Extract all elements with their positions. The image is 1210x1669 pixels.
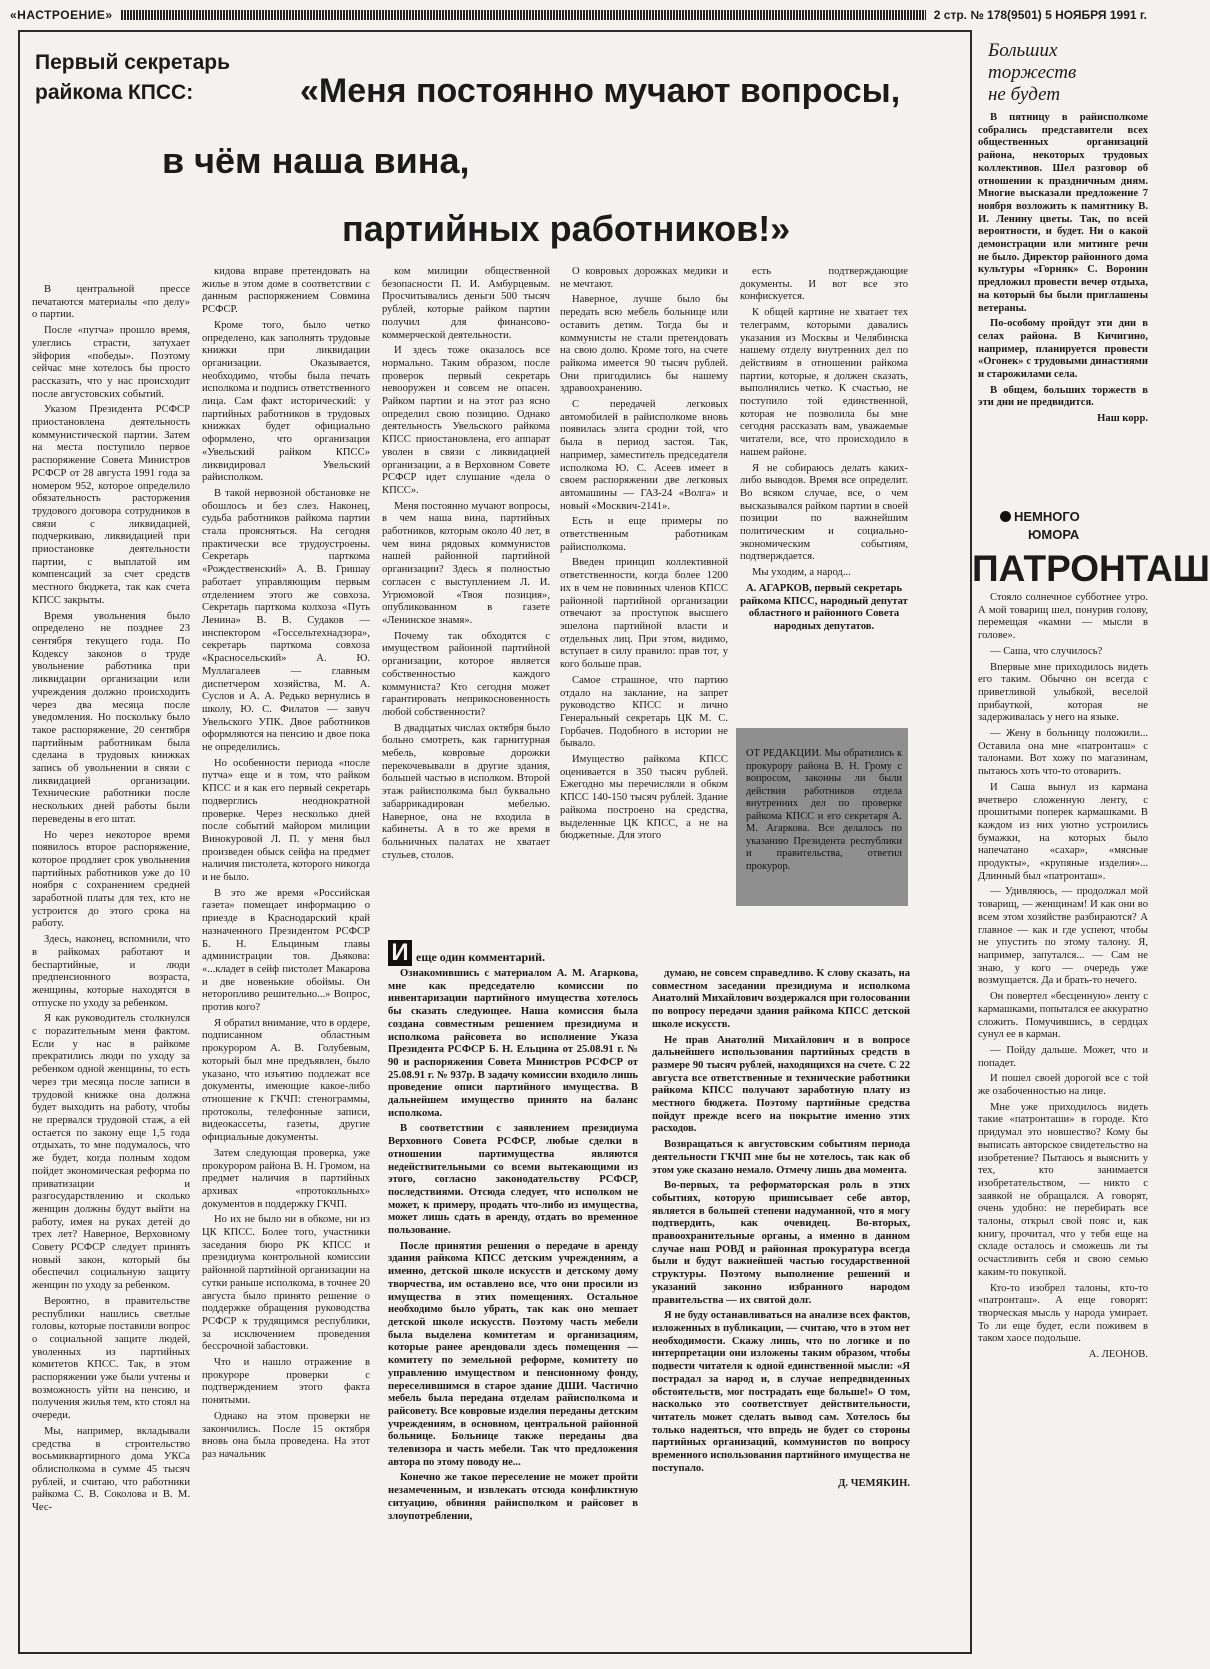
issue-info: 2 стр. № 178(9501) 5 НОЯБРЯ 1991 г. bbox=[933, 8, 1147, 22]
paragraph: Во-первых, та реформаторская роль в этих событиях, которую приписывает себе автор, является в большей степени надуманной, что я могу подтвердить, как очевидец. Во-вторых, правоохранительные органы, а именно в данном случае наш РОВД и районная прокуратура всегда были и будут важнейшей частью государственной структуры. Поэтому выполнение решений и указаний законно избранного народом правительства — их святой долг. bbox=[652, 1180, 910, 1306]
paragraph: По-особому пройдут эти дни в селах района. В Кичигино, например, планируется провести «Огонек» с трудовыми династиями и старожилами села. bbox=[978, 318, 1148, 381]
headline-line-1: «Меня постоянно мучают вопросы, bbox=[300, 72, 901, 110]
paragraph: И пошел своей дорогой все с той же озабоченностью на лице. bbox=[978, 1073, 1148, 1098]
paragraph: Я как руководитель столкнулся с порazительным меня фактом. Если у нас в райкоме прекратились люди по уходу за ребенком одной женщины, то есть через три месяца после записи в трудовой книжке она должна будет выходить на работу, чтобы не прервался трудовой стаж, а ей остается по закону еще 1,5 года отдыхать, то мне подумалось, что же будет, когда полным ходом пойдет экономическая реформа по приватизации и разгосударствлению и сколько женщин должны будут выйти на работу, имея на руках детей до трех лет? Наверное, Верховному Совету РСФСР следует принять новый закон, который бы обеспечил социальную защиту женщин по уходу за ребенком. bbox=[32, 1013, 190, 1292]
author-signature: А. АГАРКОВ, первый секретарь райкома КПСС, народный депутат областного и районного Совета народных депутатов. bbox=[740, 582, 908, 632]
article-column-4 bbox=[560, 266, 728, 934]
paragraph: Что и нашло отражение в прокуроре проверки с подтверждением этого факта понятыми. bbox=[202, 1357, 370, 1407]
sidebar-news bbox=[978, 112, 1148, 508]
paragraph: В пятницу в райисполкоме собрались представители всех общественных организаций района, некоторых трудовых коллективов. Шел разговор об отношении к праздничным дням. Многие высказали предложение 7 ноября возложить к памятнику В. И. Ленину цветы. Так, по всей вероятности, и будет. Ни о какой демонстрации или митинге речи не было. Директор районного дома культуры «Горняк» С. Воронин предложил провести вечер отдыха, на который бы были приглашены ветераны. bbox=[978, 112, 1148, 314]
article-column-1 bbox=[32, 284, 190, 1649]
comment-heading bbox=[416, 950, 756, 965]
paragraph: — Пойду дальше. Может, что и попадет. bbox=[978, 1044, 1148, 1069]
paragraph: Наверное, лучше было бы передать всю мебель больнице или оставить детям. Тогда бы и коммунисты не стали претендовать на свою долю. Кроме того, на счете райкома имеется 90 тысяч рублей. Они пригодились бы нашему здравоохранению. bbox=[560, 294, 728, 395]
paragraph: ком милиции общественной безопасности П. И. Амбурцевым. Просчитывались деньги 500 тысяч рублей, которые райком партии получил для финансово-коммерческой деятельности. bbox=[382, 266, 550, 341]
paragraph: Возвращаться к августовским событиям периода деятельности ГКЧП мне бы не хотелось, так как об этом уже сказано немало. Отмечу лишь два момента. bbox=[652, 1139, 910, 1176]
paragraph: — Удивляюсь, — продолжал мой товарищ, — женщинам! И как они во всем этом хозяйстве разбираются? А главное — как и где успеют, чтобы не упустить по этому талону. Я, например, запутался... — Сам не знаю, у кого — очередь уже возмущается. Да и брать-то нечего. bbox=[978, 886, 1148, 987]
paragraph: Самое страшное, что партию отдало на заклание, на запрет руководство КПСС и лично Генеральный секретарь ЦК М. С. Горбачев. Подобного в истории не бывало. bbox=[560, 674, 728, 750]
paragraph: Мы уходим, а народ... bbox=[752, 567, 851, 579]
paragraph: Не прав Анатолий Михайлович и в вопросе дальнейшего использования партийных средств в размере 90 тысяч рублей, находящихся на счете. С 22 августа все ответственные и технические работники райкома КПСС получают заработную плату из местного бюджета. Поэтому партийные средства пойдут прежде всего на покрытие именно этих расходов. bbox=[652, 1034, 910, 1135]
humor-section-label bbox=[1000, 508, 1080, 544]
paragraph: К общей картине не хватает тех телеграмм, которыми давались указания из Москвы и Челябинска нашему отделу внутренних дел по действиям в отношении райкома партии, которые, я должен сказать, выполнялись четко. К счастью, не поступило той единственной, которая не позволила бы мне сегодня рассказать вам, уважаемые читатели, все, что происходило в нашем районе. bbox=[740, 307, 908, 458]
editorial-note: ОТ РЕДАКЦИИ. Мы обратились к прокурору района В. Н. Грому с вопросом, законны ли были действия работников отдела внутренних дел по проверке райкома КПСС и его секретаря А. М. Агаркова. Все делалось по указанию Президента республики и правительства, ответил прокурор. bbox=[736, 728, 908, 906]
drop-cap: И bbox=[388, 940, 412, 966]
comment-heading-text: еще один комментарий. bbox=[416, 950, 545, 964]
paragraph: Я не буду останавливаться на анализе всех фактов, изложенных в публикации, — считаю, что в этом нет необходимости. Скажу лишь, что по логике и по интерпретации они изложены таким образом, чтобы подвести читателя к одной единственной мысли: «Я пострадал за народ и, в случае непредвиденных обстоятельств, мог пострадать еще больше!» О том, насколько это соответствует действительности, читатель может сделать вывод сам. Хотелось бы только надеяться, что впредь не будет со стороны партийных организаций, коммунистов по вопросу временного использования партийного имущества не поступало. bbox=[652, 1310, 910, 1474]
paragraph: С передачей легковых автомобилей в райисполкоме вновь появилась элита сродни той, что была в период застоя. Так, например, заместитель председателя исполкома Ю. С. Асеев имеет в своем распоряжении две легковых автомашины — ГАЗ-24 «Волга» и новый «Москвич-2141». bbox=[560, 399, 728, 512]
headline-line-3: партийных работников!» bbox=[342, 208, 791, 249]
comment-signature: Д. ЧЕМЯКИН. bbox=[838, 1478, 910, 1490]
header-rule bbox=[121, 10, 926, 20]
paragraph: Затем следующая проверка, уже прокурором района В. Н. Громом, на предмет наличия в партийных архивах «протокольных» документов в поддержку ГКЧП. bbox=[202, 1147, 370, 1210]
paragraph: Но через некоторое время появилось второе распоряжение, которое продляет срок увольнения партийных работников уже до 10 ноября с сохранением средней заработной платы для тех, кто не устроится до этого срока на работу. bbox=[32, 829, 190, 930]
paragraph: Кто-то изобрел талоны, кто-то «патронташ». А еще говорят: творческая мысль у народа умирает. То ли еще будет, если поживем в таком хаосе подольше. bbox=[978, 1282, 1148, 1345]
paragraph: Здесь, наконец, вспомнили, что в райкомах работают и беспартийные, и люди предпенсионного возраста, женщины, которые находятся в отпуске по уходу за ребенком. bbox=[32, 934, 190, 1009]
paragraph: После «путча» прошло время, улеглись страсти, затухает эйфория «победы». Поэтому сейчас мне хотелось бы просто рассказать, что у нас происходит после августовских событий. bbox=[32, 325, 190, 400]
paragraph: Ознакомившись с материалом А. М. Агаркова, мне как председателю комиссии по инвентаризации партийного имущества хотелось бы сказать следующее. Наша комиссия была создана совместным решением президиума и исполкома райсовета во исполнение Указа Президента РСФСР Б. Н. Ельцина от 25.08.91 г. № 90 и распоряжения Совета Министров РСФСР от 25.08.91 г. № 937р. В задачу комиссии входило лишь проведение описи партийного имущества. В дальнейшем имущество принято на баланс исполкома. bbox=[388, 968, 638, 1119]
paragraph: Вероятно, в правительстве республики нашлись светлые головы, которые поставили вопрос о социальной защите людей, уволенных из партийных комитетов КПСС. Так, в этом распоряжении уже были учтены и возможность уйти на пенсию, и получения жилья тем, кто стоял на очереди. bbox=[32, 1295, 190, 1422]
paragraph: Мы, например, вкладывали средства в строительство восьмиквартирного дома УКСа облисполкома в сумме 45 тысяч рублей, и считаю, что работники райкома С. В. Соколова и В. М. Чес- bbox=[32, 1425, 190, 1514]
paragraph: В центральной прессе печатаются материалы «по делу» о партии. bbox=[32, 284, 190, 321]
paragraph: Я обратил внимание, что в ордере, подписанном областным прокурором А. В. Голубевым, который был мне предъявлен, было указано, что изъятию подлежат все документы, имеющие какое-либо отношение к ГКЧП: стенограммы, протоколы, телефонные записи, видеокассеты, газеты, другие официальные документы. bbox=[202, 1017, 370, 1144]
paragraph: Введен принцип коллективной ответственности, когда более 1200 их в чем не повинных членов КПСС районной партийной организации отвечают за проступок высшего эшелона партийной власти и отдельных лиц. При этом, видимо, вступает в силу правило: прав тот, у кого больше прав. bbox=[560, 557, 728, 671]
paragraph: Мне уже приходилось видеть такие «патронташи» в городе. Кто придумал это новшество? Кому бы выписать авторское свидетельство на изобретение? Пытаюсь я выяснить у тех, кто занимается изобретательством, — никто с заявкой не обращался. А говорят, очень удобно: не перебирать все талоны, открыл свой пояс и, как книгу, прочитал, что у тебя еще на складе осталось и сможешь ли ты осчастливить себя и свою семью каким-то покупкой. bbox=[978, 1101, 1148, 1278]
paragraph: И здесь тоже оказалось все нормально. Таким образом, после проверок первый секретарь невооружен и совсем не опасен. Райком партии и на этот раз ясно определил свою позицию. Однако деятельность Увельского райкома КПСС приостановлена, его аппарат уволен в связи с ликвидацией организации, а в Верховном Совете РСФСР идет слушание «дела о КПСС». bbox=[382, 345, 550, 496]
comment-column-1 bbox=[388, 968, 638, 1648]
page-header bbox=[10, 4, 1147, 26]
paragraph: В такой нервозной обстановке не обошлось и без слез. Наконец, судьба работников райкома партии стала проясняться. На сегодня практически все трудоустроены. Секретарь парткома «Рождественский» А. В. Гришау работает управляющим первым отделением этого же совхоза. Секретарь парткома колхоза «Путь Ленина» В. В. Судаков — инспектором «Госсельтехнадзора», секретарь парткома совхоза «Красносельский» А. Ю. Муллагалеев — главным диспетчером хозяйства, М. А. Суслов и А. А. Редько вернулись в школу, Ю. С. Филатов — завуч Увельского УПК. Двое работников оформляются на пенсию и двое пока не определились. bbox=[202, 487, 370, 754]
paragraph: В общем, больших торжеств в эти дни не предвидится. bbox=[978, 384, 1148, 409]
paragraph: Есть и еще примеры по ответственным работникам райисполкома. bbox=[560, 516, 728, 553]
paragraph: — Саша, что случилось? bbox=[990, 645, 1103, 657]
humor-story bbox=[978, 592, 1148, 1652]
paragraph: В двадцатых числах октября было больно смотреть, как гарнитурная мебель, ковровые дорожки перекочевывали в другие здания, большей частью в исполком. Второй этаж райисполкома был буквально забаррикадирован мебелью. Наверное, она не входила в кабинеты. А в то же время в больничных палатах не хватает стульев, столов. bbox=[382, 722, 550, 861]
paragraph: Но особенности периода «после путча» еще и в том, что райком КПСС и я как его первый секретарь подверглись неоднократной проверке. Через несколько дней после событий майором милиции Винокуровой Л. П. у меня был произведен обыск сейфа на предмет наличия пистолета, которого никогда и не было. bbox=[202, 757, 370, 884]
paragraph: Конечно же такое переселение не может пройти незамеченным, и извлекать отсюда конфликтную ситуацию, обвиняя райисполком и райсовет в злоупотреблении, bbox=[388, 1472, 638, 1522]
article-column-2 bbox=[202, 266, 370, 1460]
article-column-3 bbox=[382, 266, 550, 934]
paragraph: Меня постоянно мучают вопросы, в чем наша вина, партийных работников, которым около 40 лет, в чем вина рядовых коммунистов нашей районной партийной организации? Здесь я полностью согласен с выступлением Л. И. Угрюмовой «Твоя позиция», опубликованном в газете «Ленинское знамя». bbox=[382, 500, 550, 626]
bullet-icon bbox=[1000, 511, 1011, 522]
headline-line-2: в чём наша вина, bbox=[162, 140, 470, 181]
paragraph: — Жену в больницу положили... Оставила она мне «патронташ» с талонами. Вот хожу по магазинам, пытаюсь хоть что-то отоварить. bbox=[978, 728, 1148, 778]
article-kicker: Первый секретарь райкома КПСС: bbox=[35, 51, 230, 104]
paragraph: Однако на этом проверки не закончились. После 15 октября вновь она была проведена. На этот раз начальник bbox=[202, 1410, 370, 1460]
paragraph: Я не собираюсь делать каких-либо выводов. Время все определит. Во всяком случае, все, о чем высказывался райком партии в своей позиции по важнейшим политическим и социально-экономическим событиям, подтверждается. bbox=[740, 462, 908, 563]
humor-signature: А. ЛЕОНОВ. bbox=[1088, 1349, 1148, 1361]
paragraph: После принятия решения о передаче в аренду здания райкома КПСС детским учреждениям, а именно, детской школе искусств и детскому дому творчества, им оставлено все, что они просили из имущества в этих помещениях. Остальное необходимо было убрать, так как оно мешает детской школе искусств. Поэтому часть мебели была выделена комитетам и организациям, которые ранее арендовали здесь помещения — комитету по земельной реформе, комитету по управлению имуществом и пенсионному фонду, переселившимся в старое здание ДШИ. Частично мебель была передана отделам райисполкома и райсовету. Все ковровые изделия переданы детским учреждениям, в основном, центральной районной больнице. Больнице также переданы два телевизора и часть мебели. Так что предложения автора по этому поводу не... bbox=[388, 1240, 638, 1468]
paragraph: В это же время «Российская газета» помещает информацию о приезде в Краснодарский край назначенного Президентом РСФСР Б. Н. Ельциным главы администрации тов. Дьякова: «...кладет в сейф пистолет Макарова и две новенькие обоймы. Он неторопливо решительно...» Вопрос, против кого? bbox=[202, 887, 370, 1014]
paragraph: Имущество райкома КПСС оценивается в 350 тысяч рублей. Ежегодно мы перечисляли в обком КПСС 140-150 тысяч рублей. Здание райкома построено на средства, выделенные ЦК КПСС, а не на бюджетные. Для этого bbox=[560, 754, 728, 842]
paragraph: И Саша вынул из кармана вчетверо сложенную ленту, с прошитыми поперек кармашками. В каждом из них уютно устроились бумажки, на которых было напечатано «сахар», «мясные продукты», «крупяные изделия»... Длинный был «патронташ». bbox=[978, 781, 1148, 882]
sidebar-title: Больших торжеств не будет bbox=[988, 40, 1077, 105]
paragraph: Впервые мне приходилось видеть его таким. Обычно он всегда с приветливой улыбкой, веселой прибауткой, которая не задерживалась у него на языке. bbox=[978, 661, 1148, 724]
paragraph: кидова вправе претендовать на жилье в этом доме в соответствии с данным распоряжением Совмина РСФСР. bbox=[202, 266, 370, 316]
paragraph: есть подтверждающие документы. И вот все это конфискуется. bbox=[740, 266, 908, 303]
paragraph: Указом Президента РСФСР приостановлена деятельность коммунистической партии. Затем на места поступило первое распоряжение Совета Министров РСФСР от 28 августа 1991 года за номером 952, которое определило обязательность расторжения трудового договора сотрудников в связи с ликвидацией, подчеркиваю, ликвидацией при приостановке деятельности партии, с выплатой им компенсаций за счет средств местного бюджета, так как счета КПСС закрыты. bbox=[32, 404, 190, 606]
sidebar-signature: Наш корр. bbox=[1097, 413, 1148, 425]
paragraph: В соответствии с заявлением президиума Верховного Совета РСФСР, любые сделки в отношении партимущества являются недействительными со всеми вытекающими из этого, согласно законодательству РСФСР, последствиями. Отсюда следует, что исполком не может, к примеру, продать что-либо из имущества, может лишь сдать в аренду, отдать во временное пользование. bbox=[388, 1123, 638, 1237]
section-label: «НАСТРОЕНИЕ» bbox=[10, 8, 113, 22]
paragraph: Кроме того, было четко определено, как заполнять трудовые книжки при ликвидации организации. Оказывается, необходимо, чтобы была печать исполкома и подпись ответственного лица. Сам факт исторический: у партийных работников в трудовых книжках будет официально оформлено, что организация «Увельский райком КПСС» ликвидировал Увельский райисполком. bbox=[202, 319, 370, 484]
paragraph: Стояло солнечное субботнее утро. А мой товарищ шел, понурив голову, перемещая «камни — мысли в голове». bbox=[978, 592, 1148, 642]
humor-title: ПАТРОНТАШ bbox=[972, 548, 1210, 589]
paragraph: Время увольнения было определено не позднее 23 сентября текущего года. По Кодексу законов о труде увольнение работника при ликвидации организации или учреждения должно происходить через два месяца после уведомления. Но поскольку было такое распоряжение, 20 сентября партийным работникам была сделана в трудовых книжках запись об увольнении в связи с ликвидацией организации. Технические работники после нескольких дней работы были переведены в его штат. bbox=[32, 610, 190, 825]
comment-column-2 bbox=[652, 968, 910, 1648]
section-line-1: НЕМНОГО bbox=[1014, 509, 1080, 524]
article-column-5 bbox=[740, 266, 908, 714]
paragraph: думаю, не совсем справедливо. К слову сказать, на совместном заседании президиума и исполкома Анатолий Михайлович воздержался при голосовании по вопросу передачи здания райкома КПСС детской школе искусств. bbox=[652, 968, 910, 1030]
paragraph: Но их не было ни в обкоме, ни из ЦК КПСС. Более того, участники заседания бюро РК КПСС и президиума контрольной комиссии районной партийной организации на сутки раньше исполкома, в точнее 20 августа было принято решение о поддержке обращения руководства РСФСР к трудящимся республики, за исключением проведения бессрочной забастовки. bbox=[202, 1214, 370, 1353]
paragraph: Почему так обходятся с имуществом районной партийной организации, которое является собственностью каждого коммуниста? Кто сегодня может гарантировать неприкосновенность любой собственности? bbox=[382, 630, 550, 718]
paragraph: Он повертел «бесценную» ленту с кармашками, попытался ее аккуратно сложить. Помучившись, в сердцах сунул ее в карман. bbox=[978, 991, 1149, 1041]
paragraph: О ковровых дорожках медики и не мечтают. bbox=[560, 266, 728, 290]
section-line-2: ЮМОРА bbox=[1028, 527, 1080, 542]
